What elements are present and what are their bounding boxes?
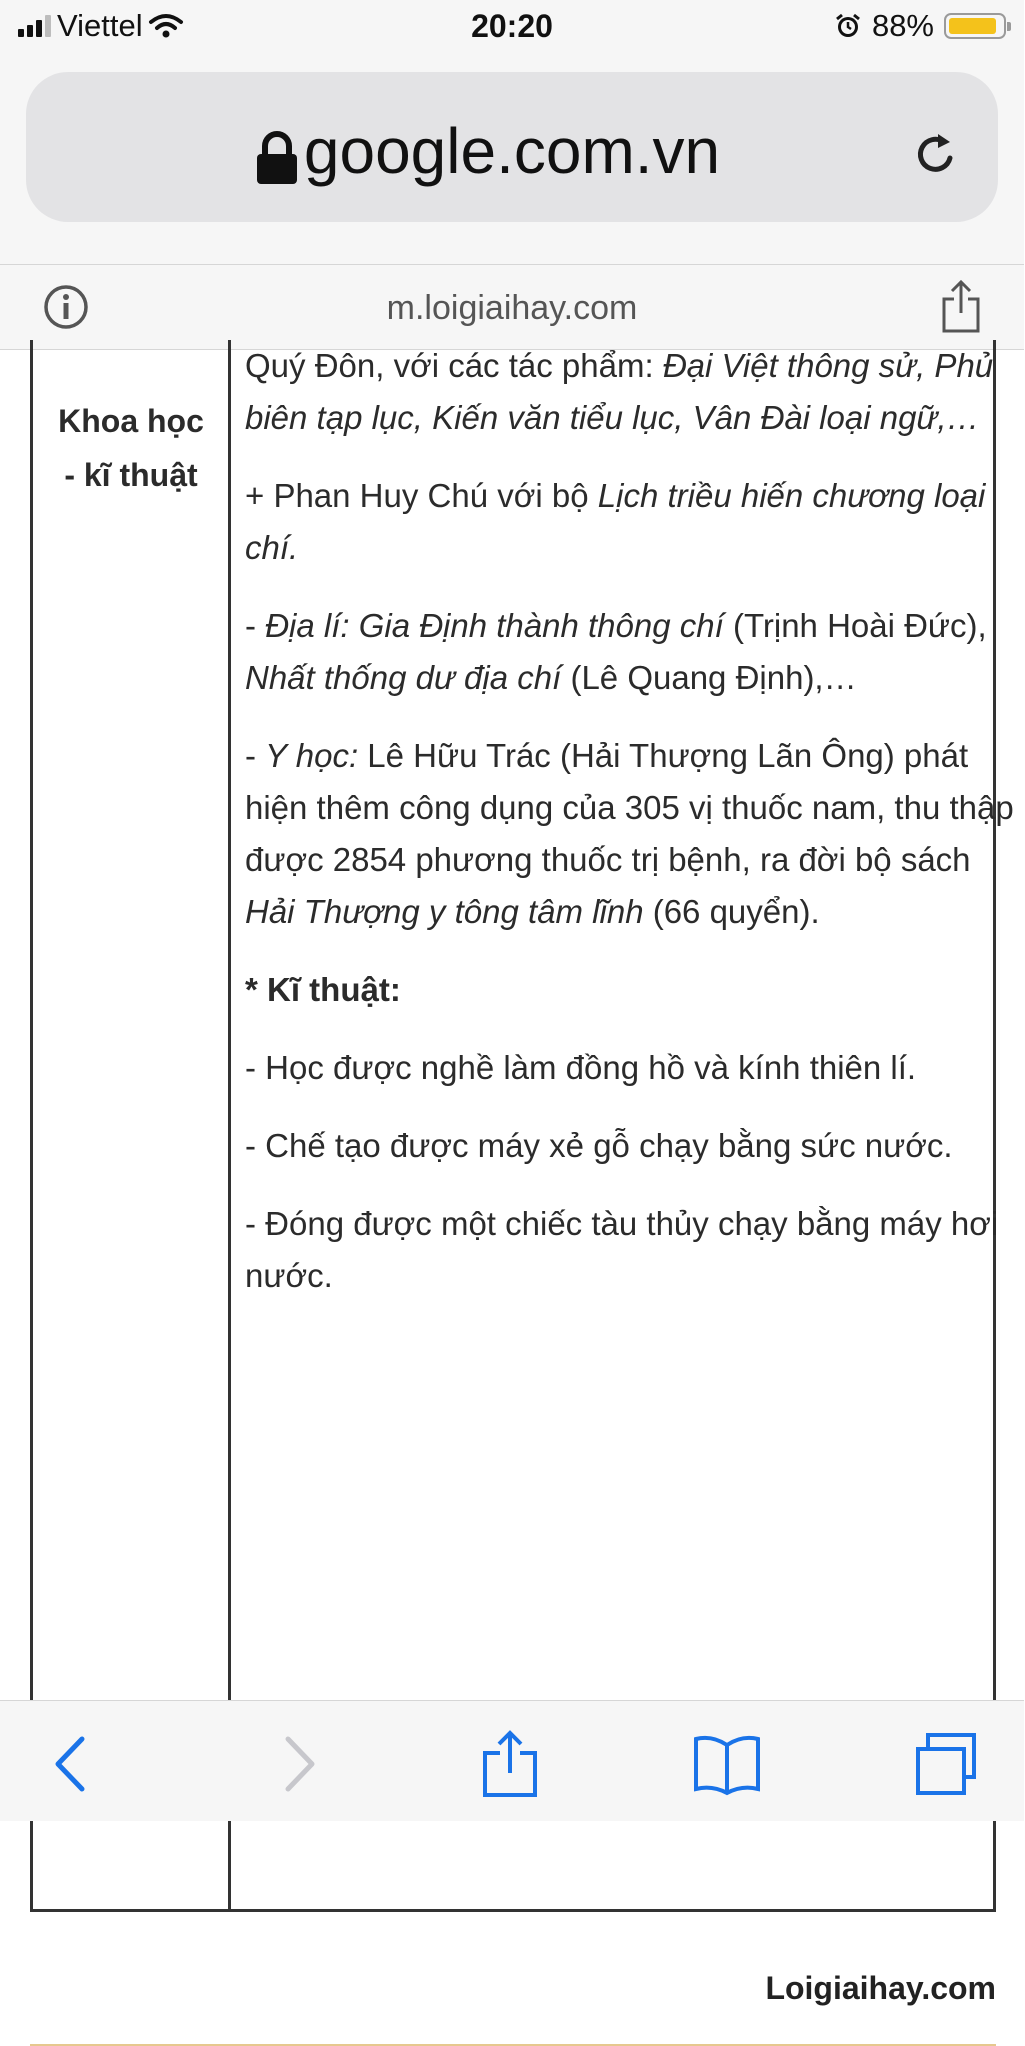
battery-percent: 88%: [871, 8, 934, 43]
text-run: Hải Thượng y tông tâm lĩnh: [245, 893, 644, 930]
page-content: [0, 347, 1024, 2006]
text-run: -: [245, 607, 266, 644]
content-paragraph: [245, 600, 1025, 704]
bookmarks-icon[interactable]: [692, 1731, 762, 1797]
text-run: Đại Việt thông sử, Phủ biên tạp lục, Kiến văn tiểu lục, Vân Đài loại ngữ,…: [245, 347, 994, 436]
site-domain: m.loigiaihay.com: [386, 289, 638, 327]
status-bar: [0, 0, 1024, 56]
battery-icon: [944, 13, 1006, 39]
text-run: -: [245, 737, 266, 774]
back-icon[interactable]: [40, 1731, 110, 1797]
address-text[interactable]: google.com.vn: [303, 115, 721, 187]
content-paragraph: [245, 340, 1025, 444]
content-paragraph: [245, 1120, 1025, 1172]
site-info-bar: [0, 264, 1024, 350]
alarm-icon: [834, 12, 862, 40]
text-run: Quý Đôn, với các tác phẩm:: [245, 347, 663, 384]
content-paragraph: [245, 1042, 1025, 1094]
subject-line-2: - kĩ thuật: [64, 457, 198, 493]
text-run: + Phan Huy Chú với bộ: [245, 477, 598, 514]
column-divider: [228, 340, 231, 1909]
content-paragraph: [245, 730, 1025, 938]
history-table: [30, 340, 1014, 1912]
tabs-icon[interactable]: [912, 1731, 982, 1797]
clock: 20:20: [471, 8, 553, 44]
text-run: (Trịnh Hoài Đức),: [723, 607, 987, 644]
text-run: Địa lí: Gia Định thành thông chí: [265, 607, 724, 644]
text-run: Y học:: [265, 737, 359, 774]
text-run: - Học được nghề làm đồng hồ và kính thiên lí.: [245, 1049, 917, 1086]
content-paragraph: [245, 964, 1025, 1016]
bottom-toolbar: [0, 1700, 1024, 1821]
reload-icon[interactable]: [910, 128, 962, 180]
text-run: (Lê Quang Định),…: [561, 659, 857, 696]
carrier-name: Viettel: [57, 8, 143, 43]
subject-cell: [41, 394, 221, 502]
forward-icon[interactable]: [262, 1731, 332, 1797]
text-run: Lịch triều hiến chương loại chí.: [245, 477, 986, 566]
text-run: Lê Hữu Trác (Hải Thượng Lãn Ông) phát hiện thêm công dụng của 305 vị thuốc nam, thu thập được 2854 phương thuốc trị bệnh, ra đời bộ sách: [245, 737, 1014, 878]
text-run: Nhất thống dư địa chí: [245, 659, 562, 696]
footer-brand[interactable]: Loigiaihay.com: [765, 1970, 996, 2006]
address-bar[interactable]: [26, 72, 998, 222]
browser-chrome: [0, 56, 1024, 264]
share-icon[interactable]: [940, 279, 982, 333]
share-toolbar-icon[interactable]: [475, 1731, 545, 1797]
status-right: [834, 8, 1006, 44]
text-run: (66 quyển).: [643, 893, 820, 930]
subject-line-1: Khoa học: [58, 403, 204, 439]
text-run: - Chế tạo được máy xẻ gỗ chạy bằng sức nước.: [245, 1127, 953, 1164]
text-run: * Kĩ thuật:: [245, 971, 401, 1008]
content-paragraph: [245, 470, 1025, 574]
content-paragraph: [245, 1198, 1025, 1302]
content-cell: [245, 340, 1025, 1328]
text-run: - Đóng được một chiếc tàu thủy chạy bằng máy hơi nước.: [245, 1205, 999, 1294]
